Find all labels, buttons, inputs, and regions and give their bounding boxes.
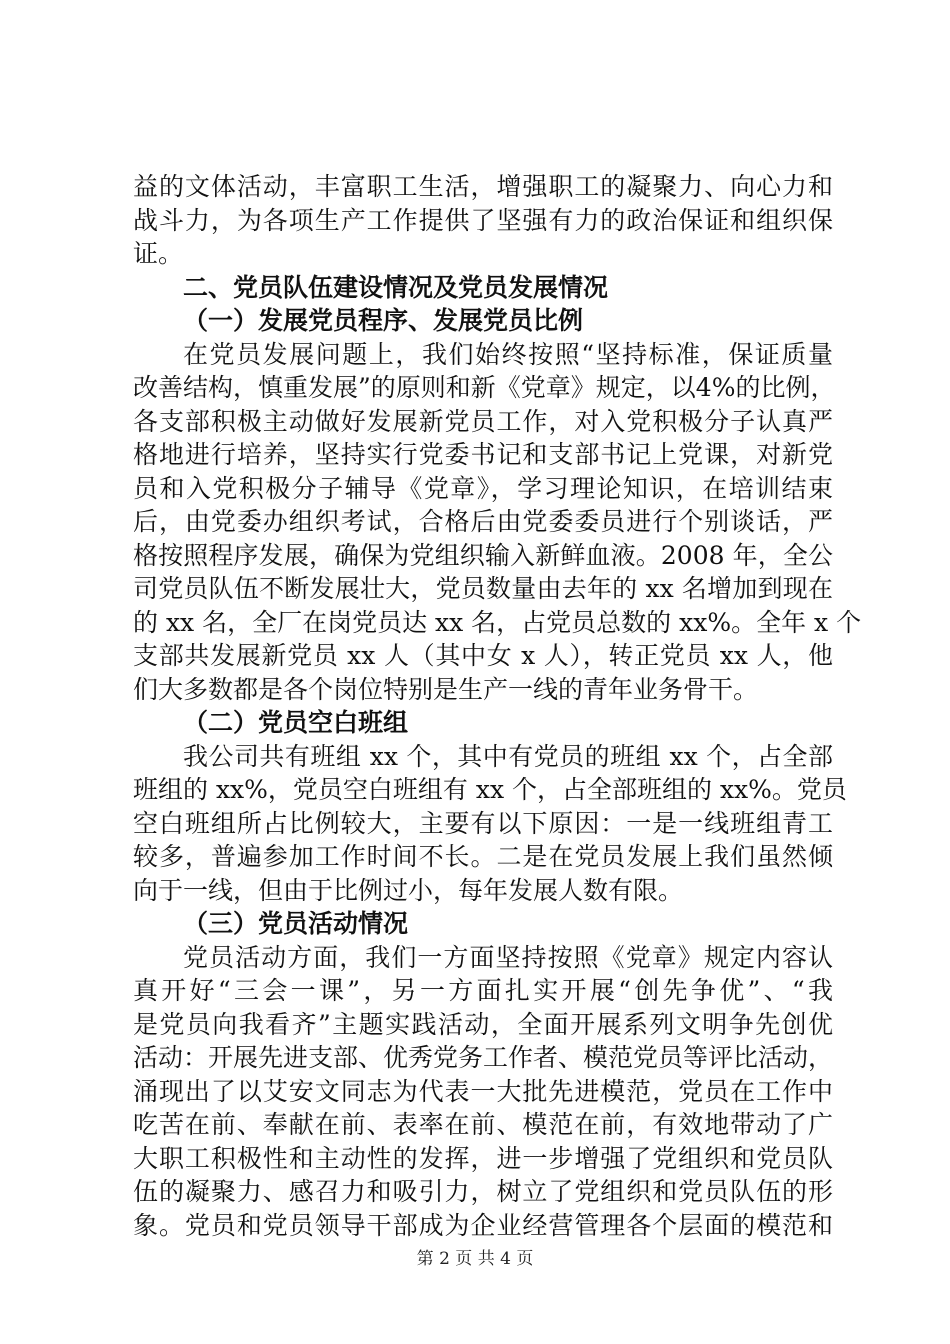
section-heading: 二、党员队伍建设情况及党员发展情况 — [183, 272, 609, 302]
text-line: 司党员队伍不断发展壮大，党员数量由去年的 xx 名增加到现在 — [133, 574, 833, 603]
text-line: 在党员发展问题上，我们始终按照“坚持标准，保证质量 — [183, 339, 833, 369]
document-body — [133, 170, 862, 1242]
text-line: 象。党员和党员领导干部成为企业经营管理各个层面的模范和 — [133, 1210, 833, 1240]
section-heading: （三）党员活动情况 — [183, 909, 409, 938]
page-footer: 第 2 页 共 4 页 — [416, 1249, 534, 1269]
text-line: 较多，普遍参加工作时间不长。二是在党员发展上我们虽然倾 — [133, 842, 833, 871]
text-line: 党员活动方面，我们一方面坚持按照《党章》规定内容认 — [183, 942, 833, 972]
text-line: 支部共发展新党员 xx 人（其中女 x 人），转正党员 xx 人，他 — [133, 641, 833, 670]
text-line: 大职工积极性和主动性的发挥，进一步增强了党组织和党员队 — [133, 1143, 833, 1173]
text-line: 格地进行培养，坚持实行党委书记和支部书记上党课，对新党 — [133, 440, 833, 469]
text-line: 是党员向我看齐”主题实践活动，全面开展系列文明争先创优 — [133, 1009, 833, 1039]
text-line: 员和入党积极分子辅导《党章》，学习理论知识，在培训结束 — [133, 473, 833, 503]
text-line: 益的文体活动，丰富职工生活，增强职工的凝聚力、向心力和 — [133, 172, 833, 201]
text-line: 后，由党委办组织考试，合格后由党委委员进行个别谈话，严 — [133, 507, 833, 536]
text-line: 证。 — [133, 239, 184, 268]
text-line: 战斗力，为各项生产工作提供了坚强有力的政治保证和组织保 — [133, 205, 833, 235]
text-line: 活动：开展先进支部、优秀党务工作者、模范党员等评比活动， — [133, 1043, 834, 1072]
text-line: 涌现出了以艾安文同志为代表一大批先进模范，党员在工作中 — [133, 1076, 833, 1106]
text-line: 班组的 xx%，党员空白班组有 xx 个，占全部班组的 xx%。党员 — [133, 775, 847, 804]
text-line: 们大多数都是各个岗位特别是生产一线的青年业务骨干。 — [133, 674, 759, 704]
text-line: 各支部积极主动做好发展新党员工作，对入党积极分子认真严 — [133, 406, 833, 436]
text-line: 的 xx 名，全厂在岗党员达 xx 名，占党员总数的 xx%。全年 x 个 — [133, 607, 862, 637]
text-line: 改善结构，慎重发展”的原则和新《党章》规定，以4%的比例， — [133, 373, 836, 402]
text-line: 伍的凝聚力、感召力和吸引力，树立了党组织和党员队伍的形 — [133, 1177, 833, 1206]
text-line: 向于一线，但由于比例过小，每年发展人数有限。 — [133, 875, 684, 905]
text-line: 格按照程序发展，确保为党组织输入新鲜血液。2008 年，全公 — [133, 540, 833, 570]
text-line: 我公司共有班组 xx 个，其中有党员的班组 xx 个，占全部 — [183, 741, 833, 771]
text-line: 空白班组所占比例较大，主要有以下原因：一是一线班组青工 — [133, 808, 833, 838]
text-line: 真开好“三会一课”，另一方面扎实开展“创先争优”、“我 — [133, 976, 833, 1005]
section-heading: （一）发展党员程序、发展党员比例 — [183, 306, 584, 335]
text-line: 吃苦在前、奉献在前、表率在前、模范在前，有效地带动了广 — [133, 1110, 833, 1139]
section-heading: （二）党员空白班组 — [183, 708, 409, 737]
